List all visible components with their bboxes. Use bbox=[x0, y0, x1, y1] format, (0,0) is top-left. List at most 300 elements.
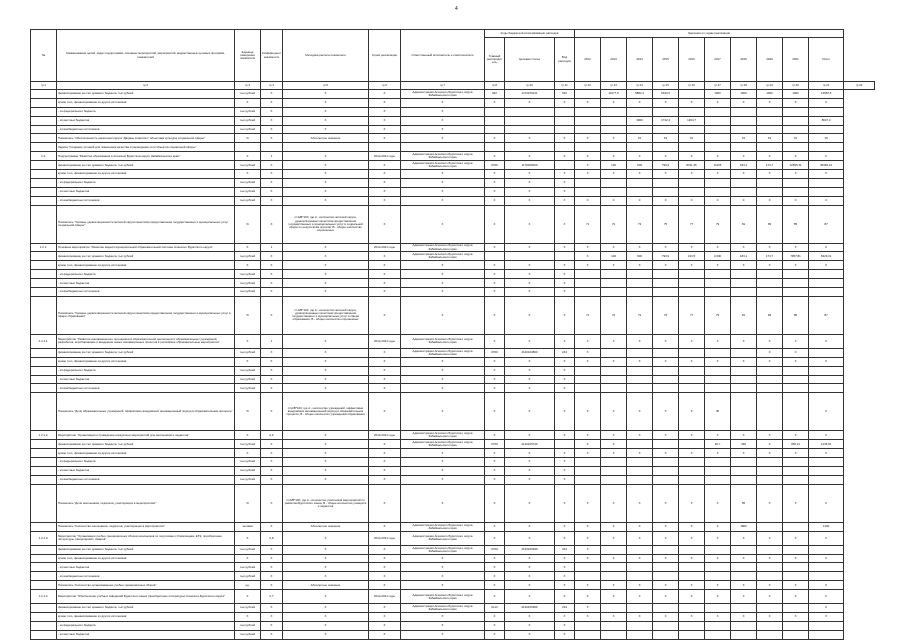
row-year-value bbox=[627, 125, 653, 134]
row-year-value bbox=[575, 125, 601, 134]
row-year-value: X bbox=[757, 484, 783, 522]
row-executor: Администрация Агинского Бурятского округа Забайкальского края bbox=[401, 522, 485, 531]
row-method: X bbox=[283, 366, 369, 375]
row-year-value bbox=[783, 178, 809, 187]
row-year-value bbox=[757, 604, 783, 613]
row-year-value bbox=[731, 393, 757, 431]
row-year-value bbox=[705, 279, 731, 288]
row-year-value bbox=[601, 348, 627, 357]
row-year-value bbox=[731, 116, 757, 125]
row-year-value: X bbox=[757, 531, 783, 545]
row-method: X bbox=[283, 98, 369, 107]
row-budget-admin: X bbox=[485, 621, 505, 630]
table-row bbox=[31, 243, 875, 252]
row-total: 87 bbox=[809, 296, 844, 334]
row-budget-admin: X bbox=[485, 357, 505, 366]
row-executor: X bbox=[401, 279, 485, 288]
row-budget-type bbox=[555, 440, 575, 449]
row-year-value: X bbox=[783, 484, 809, 522]
row-year-value bbox=[601, 545, 627, 554]
row-unit: тыс.рублей bbox=[235, 366, 261, 375]
row-budget-type: X bbox=[555, 98, 575, 107]
row-terms: X bbox=[369, 161, 401, 170]
row-year-value bbox=[705, 143, 731, 152]
row-year-value: X bbox=[679, 522, 705, 531]
row-year-value bbox=[731, 545, 757, 554]
row-method: X bbox=[283, 590, 369, 604]
row-year-value: X bbox=[731, 98, 757, 107]
row-name: - из внебюджетных источников bbox=[57, 125, 235, 134]
row-year-value bbox=[731, 107, 757, 116]
row-year-value bbox=[705, 458, 731, 467]
row-year-value: 313,5 bbox=[679, 252, 705, 261]
row-num bbox=[31, 205, 57, 243]
table-row bbox=[31, 590, 875, 604]
row-budget-type: 244 bbox=[555, 348, 575, 357]
row-year-value bbox=[627, 187, 653, 196]
row-year-value: X bbox=[705, 152, 731, 161]
row-total: 35365,16 bbox=[809, 161, 844, 170]
row-year-value: X bbox=[575, 170, 601, 179]
row-year-value bbox=[757, 466, 783, 475]
row-method: X bbox=[283, 440, 369, 449]
row-unit: тыс.рублей bbox=[235, 375, 261, 384]
row-unit: X bbox=[235, 261, 261, 270]
row-coef: 1 bbox=[261, 334, 283, 348]
row-year-value bbox=[601, 143, 627, 152]
row-total: X bbox=[809, 243, 844, 252]
row-year-value bbox=[731, 458, 757, 467]
col-total: Итого bbox=[809, 38, 844, 82]
row-total bbox=[809, 270, 844, 279]
row-total: X bbox=[809, 431, 844, 440]
row-method: X bbox=[283, 178, 369, 187]
row-year-value: X bbox=[601, 440, 627, 449]
row-executor: X bbox=[401, 296, 485, 334]
table-row bbox=[31, 270, 875, 279]
row-executor: X bbox=[401, 107, 485, 116]
column-index: гр.12 bbox=[575, 82, 601, 90]
row-budget-target: X bbox=[505, 152, 555, 161]
row-year-value bbox=[757, 143, 783, 152]
row-year-value: X bbox=[731, 170, 757, 179]
row-terms: X bbox=[369, 170, 401, 179]
row-year-value bbox=[679, 125, 705, 134]
row-executor: X bbox=[401, 563, 485, 572]
col-budget-target: Целевая статья bbox=[505, 38, 555, 82]
row-year-value: X bbox=[653, 334, 679, 348]
table-row bbox=[31, 545, 875, 554]
row-budget-type bbox=[555, 116, 575, 125]
row-num bbox=[31, 125, 57, 134]
row-terms: X bbox=[369, 125, 401, 134]
row-year-value: X bbox=[575, 243, 601, 252]
row-total bbox=[809, 288, 844, 297]
column-index: гр.14 bbox=[627, 82, 653, 90]
row-year-value: X bbox=[627, 334, 653, 348]
row-year-value: X bbox=[757, 243, 783, 252]
row-year-value: X bbox=[653, 261, 679, 270]
row-executor: X bbox=[401, 581, 485, 590]
row-num: 1.2.1.2. bbox=[31, 431, 57, 440]
row-name: - из федерального бюджета bbox=[57, 621, 235, 630]
row-year-value bbox=[731, 563, 757, 572]
row-budget-type: 591 bbox=[555, 90, 575, 99]
col-year: 2021 bbox=[783, 38, 809, 82]
row-year-value: X bbox=[757, 431, 783, 440]
row-total: X bbox=[809, 152, 844, 161]
row-num bbox=[31, 612, 57, 621]
row-total: X bbox=[809, 334, 844, 348]
row-year-value: X bbox=[757, 170, 783, 179]
row-method: X bbox=[283, 572, 369, 581]
row-year-value bbox=[757, 125, 783, 134]
row-coef: X bbox=[261, 375, 283, 384]
row-year-value: X bbox=[653, 590, 679, 604]
row-year-value bbox=[731, 270, 757, 279]
row-year-value bbox=[575, 563, 601, 572]
row-year-value bbox=[705, 466, 731, 475]
row-total bbox=[809, 475, 844, 484]
row-total bbox=[809, 187, 844, 196]
row-num bbox=[31, 384, 57, 393]
row-year-value bbox=[627, 279, 653, 288]
row-budget-admin: X bbox=[485, 196, 505, 205]
row-year-value: X bbox=[653, 449, 679, 458]
row-year-value bbox=[757, 116, 783, 125]
row-terms: X bbox=[369, 98, 401, 107]
row-year-value: X bbox=[575, 531, 601, 545]
row-num bbox=[31, 604, 57, 613]
row-year-value bbox=[783, 270, 809, 279]
row-total: X bbox=[809, 581, 844, 590]
row-budget-type: X bbox=[555, 288, 575, 297]
table-body bbox=[31, 90, 875, 640]
row-budget-admin: 0113 bbox=[485, 604, 505, 613]
row-year-value: X bbox=[575, 590, 601, 604]
row-year-value: X bbox=[705, 581, 731, 590]
row-year-value: 3000 bbox=[627, 116, 653, 125]
row-name: Подпрограмма "Развитие образования в Агинском Бурятском округе Забайкальского края" bbox=[57, 152, 235, 161]
row-year-value bbox=[731, 187, 757, 196]
row-total bbox=[809, 279, 844, 288]
row-total: X bbox=[809, 449, 844, 458]
row-coef: 0,7 bbox=[261, 590, 283, 604]
row-year-value bbox=[757, 187, 783, 196]
row-unit: тыс.рублей bbox=[235, 458, 261, 467]
row-year-value bbox=[653, 475, 679, 484]
row-year-value: 3,000 bbox=[705, 252, 731, 261]
row-method: X bbox=[283, 252, 369, 261]
row-method: X bbox=[283, 621, 369, 630]
row-budget-target: X bbox=[505, 261, 555, 270]
row-budget-type: X bbox=[555, 449, 575, 458]
row-year-value bbox=[731, 466, 757, 475]
row-year-value bbox=[757, 572, 783, 581]
row-year-value bbox=[757, 475, 783, 484]
column-index: гр.10 bbox=[505, 82, 555, 90]
row-budget-target: X bbox=[505, 531, 555, 545]
row-terms: X bbox=[369, 384, 401, 393]
row-year-value bbox=[731, 125, 757, 134]
row-method: X bbox=[283, 125, 369, 134]
row-year-value bbox=[783, 393, 809, 431]
table-row bbox=[31, 384, 875, 393]
row-executor: X bbox=[401, 384, 485, 393]
row-unit: тыс.рублей bbox=[235, 288, 261, 297]
row-coef: X bbox=[261, 572, 283, 581]
row-method: X bbox=[283, 604, 369, 613]
row-year-value bbox=[653, 187, 679, 196]
row-year-value: 174,7 bbox=[757, 161, 783, 170]
row-total bbox=[809, 384, 844, 393]
row-num bbox=[31, 440, 57, 449]
row-unit: тыс.рублей bbox=[235, 348, 261, 357]
row-year-value: X bbox=[757, 554, 783, 563]
row-year-value bbox=[653, 572, 679, 581]
row-coef: X bbox=[261, 366, 283, 375]
row-method: X bbox=[283, 348, 369, 357]
row-year-value bbox=[731, 384, 757, 393]
table-row bbox=[31, 90, 875, 99]
row-terms: X bbox=[369, 458, 401, 467]
row-year-value: 11105 bbox=[705, 161, 731, 170]
row-executor bbox=[401, 143, 485, 152]
row-terms: X bbox=[369, 348, 401, 357]
row-year-value: X bbox=[575, 393, 601, 431]
row-year-value: X bbox=[653, 98, 679, 107]
row-terms: 2014-2021 годы bbox=[369, 243, 401, 252]
row-year-value: 100 bbox=[601, 252, 627, 261]
column-index: гр.19 bbox=[757, 82, 783, 90]
row-num bbox=[31, 116, 57, 125]
row-year-value: X bbox=[575, 161, 601, 170]
row-coef: X bbox=[261, 357, 283, 366]
row-coef: 0,8 bbox=[261, 531, 283, 545]
row-year-value bbox=[705, 366, 731, 375]
row-year-value bbox=[705, 621, 731, 630]
row-unit: X bbox=[235, 152, 261, 161]
table-row bbox=[31, 366, 875, 375]
row-year-value: 12595,31 bbox=[783, 161, 809, 170]
row-year-value: X bbox=[783, 334, 809, 348]
row-year-value bbox=[783, 458, 809, 467]
row-method: X bbox=[283, 243, 369, 252]
row-terms: X bbox=[369, 279, 401, 288]
row-total: 14963,5 bbox=[809, 90, 844, 99]
row-year-value bbox=[705, 116, 731, 125]
row-unit: тыс.рублей bbox=[235, 252, 261, 261]
row-year-value: X bbox=[653, 612, 679, 621]
row-terms: X bbox=[369, 484, 401, 522]
row-year-value bbox=[783, 604, 809, 613]
row-year-value: 15 bbox=[757, 134, 783, 143]
row-budget-target: X bbox=[505, 243, 555, 252]
row-unit: ед. bbox=[235, 581, 261, 590]
col-year: 2017 bbox=[705, 38, 731, 82]
row-year-value bbox=[731, 366, 757, 375]
row-year-value bbox=[653, 440, 679, 449]
row-method bbox=[283, 143, 369, 152]
row-terms: X bbox=[369, 261, 401, 270]
row-budget-target: X bbox=[505, 98, 555, 107]
row-year-value bbox=[731, 475, 757, 484]
row-year-value: X bbox=[653, 522, 679, 531]
row-year-value: X bbox=[731, 334, 757, 348]
col-year: 2013 bbox=[601, 38, 627, 82]
table-row bbox=[31, 466, 875, 475]
column-index: гр.17 bbox=[705, 82, 731, 90]
row-budget-type: X bbox=[555, 384, 575, 393]
row-unit: X bbox=[235, 170, 261, 179]
row-coef: X bbox=[261, 475, 283, 484]
row-year-value: X bbox=[575, 449, 601, 458]
row-total bbox=[809, 178, 844, 187]
row-num bbox=[31, 572, 57, 581]
row-year-value bbox=[705, 630, 731, 639]
program-table bbox=[30, 29, 875, 640]
row-year-value bbox=[653, 143, 679, 152]
row-year-value: X bbox=[783, 152, 809, 161]
row-name: Мероприятие "Обеспечение учебных заведений Бурятского языка (приобретение литературы) Агинского Бурятского округа" bbox=[57, 590, 235, 604]
row-unit: тыс.рублей bbox=[235, 563, 261, 572]
row-year-value: 81 bbox=[731, 205, 757, 243]
row-budget-type: X bbox=[555, 563, 575, 572]
row-total bbox=[809, 107, 844, 116]
row-total: X bbox=[809, 612, 844, 621]
row-year-value bbox=[575, 178, 601, 187]
row-year-value bbox=[627, 545, 653, 554]
row-budget-type: X bbox=[555, 522, 575, 531]
row-budget-admin: X bbox=[485, 178, 505, 187]
row-unit: X bbox=[235, 98, 261, 107]
row-year-value: 8311,35 bbox=[679, 161, 705, 170]
column-index: гр.2 bbox=[57, 82, 235, 90]
row-coef bbox=[261, 143, 283, 152]
row-coef: X bbox=[261, 484, 283, 522]
row-method: X bbox=[283, 90, 369, 99]
row-budget-admin: X bbox=[485, 279, 505, 288]
row-budget-admin: X bbox=[485, 261, 505, 270]
row-budget-target: X bbox=[505, 484, 555, 522]
row-year-value bbox=[601, 125, 627, 134]
row-year-value bbox=[783, 125, 809, 134]
row-terms: X bbox=[369, 187, 401, 196]
row-year-value: X bbox=[705, 590, 731, 604]
row-name: Мероприятие "Организация учебно-тренировочных сборов школьников по подготовке к Олимпиадам, ЕГЭ, приобретение литературы, канцелярских товаров" bbox=[57, 531, 235, 545]
row-name: - из местных бюджетов bbox=[57, 116, 235, 125]
row-year-value bbox=[601, 288, 627, 297]
row-method: X bbox=[283, 196, 369, 205]
table-row bbox=[31, 393, 875, 431]
row-terms: X bbox=[369, 475, 401, 484]
row-year-value: X bbox=[653, 243, 679, 252]
col-executor: Ответственный исполнитель и соисполнители bbox=[401, 30, 485, 82]
row-year-value bbox=[575, 366, 601, 375]
row-name: Мероприятие "Развитие инновационного потенциала в образовательной деятельности образовательных учреждений, разработка, апробирование и внедрение новых инновационных проектов в российские образовательные мероприятия" bbox=[57, 334, 235, 348]
row-year-value bbox=[783, 116, 809, 125]
row-budget-admin: X bbox=[485, 581, 505, 590]
row-year-value: X bbox=[731, 243, 757, 252]
row-year-value bbox=[575, 621, 601, 630]
row-year-value bbox=[627, 375, 653, 384]
row-year-value: X bbox=[757, 357, 783, 366]
row-terms: X bbox=[369, 366, 401, 375]
row-year-value: X bbox=[627, 449, 653, 458]
row-year-value: X bbox=[601, 357, 627, 366]
row-year-value: X bbox=[653, 581, 679, 590]
row-year-value bbox=[705, 187, 731, 196]
row-budget-admin: X bbox=[485, 612, 505, 621]
row-year-value: X bbox=[601, 152, 627, 161]
row-coef: 1 bbox=[261, 152, 283, 161]
row-executor: X bbox=[401, 261, 485, 270]
row-unit: % bbox=[235, 296, 261, 334]
row-year-value: X bbox=[575, 252, 601, 261]
row-year-value: X bbox=[705, 531, 731, 545]
row-year-value: X bbox=[679, 590, 705, 604]
row-terms: X bbox=[369, 621, 401, 630]
row-year-value bbox=[705, 375, 731, 384]
row-coef: X bbox=[261, 187, 283, 196]
table-row bbox=[31, 116, 875, 125]
row-year-value: X bbox=[575, 431, 601, 440]
row-year-value: X bbox=[627, 581, 653, 590]
row-method: X bbox=[283, 458, 369, 467]
col-year: 2016 bbox=[679, 38, 705, 82]
row-year-value bbox=[783, 279, 809, 288]
row-year-value: X bbox=[653, 170, 679, 179]
row-coef: X bbox=[261, 196, 283, 205]
row-year-value bbox=[627, 604, 653, 613]
row-terms bbox=[369, 143, 401, 152]
row-terms: X bbox=[369, 178, 401, 187]
row-year-value bbox=[757, 279, 783, 288]
column-index: гр.15 bbox=[653, 82, 679, 90]
row-year-value bbox=[601, 458, 627, 467]
row-year-value bbox=[757, 384, 783, 393]
row-method: X bbox=[283, 431, 369, 440]
row-year-value: 0 bbox=[731, 196, 757, 205]
row-year-value: X bbox=[601, 98, 627, 107]
row-terms: X bbox=[369, 252, 401, 261]
row-year-value bbox=[731, 288, 757, 297]
row-terms: X bbox=[369, 90, 401, 99]
row-year-value: 11077,6 bbox=[601, 90, 627, 99]
row-year-value bbox=[757, 522, 783, 531]
row-total bbox=[809, 545, 844, 554]
row-unit: тыс.рублей bbox=[235, 475, 261, 484]
table-row bbox=[31, 572, 875, 581]
row-year-value bbox=[653, 384, 679, 393]
col-budget-type: Вид расходов bbox=[555, 38, 575, 82]
row-terms: X bbox=[369, 375, 401, 384]
row-name: Показатель "Количество организованных учебно-тренировочных сборов" bbox=[57, 581, 235, 590]
row-year-value: X bbox=[653, 357, 679, 366]
row-year-value: 100 bbox=[601, 161, 627, 170]
row-name: финансирование за счет краевого бюджета, тыс.рублей bbox=[57, 604, 235, 613]
row-year-value: 0 bbox=[679, 196, 705, 205]
row-terms: X bbox=[369, 630, 401, 639]
row-year-value bbox=[575, 143, 601, 152]
row-budget-admin: X bbox=[485, 288, 505, 297]
table-row bbox=[31, 143, 875, 152]
row-budget-target: X bbox=[505, 196, 555, 205]
row-year-value: X bbox=[575, 554, 601, 563]
row-coef: X bbox=[261, 612, 283, 621]
row-total: X bbox=[809, 170, 844, 179]
table-row bbox=[31, 449, 875, 458]
